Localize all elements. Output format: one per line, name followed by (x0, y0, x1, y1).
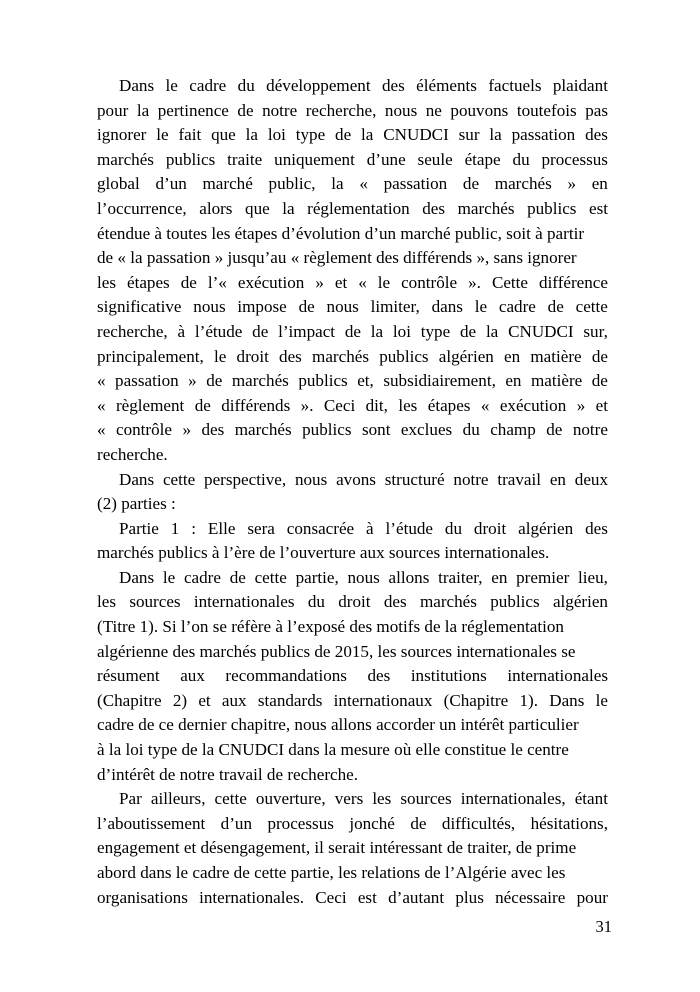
word: exécution (499, 395, 567, 415)
word: nous (294, 469, 328, 489)
text-line (97, 590, 608, 615)
word: Dans (119, 567, 155, 587)
text-line (97, 541, 608, 566)
text-line (97, 246, 608, 271)
word: perspective, (204, 469, 287, 489)
word: impose (237, 297, 287, 317)
word: sources (129, 592, 181, 612)
word: cadre (189, 76, 227, 95)
word: » (315, 272, 324, 292)
word: internationaux (333, 690, 433, 710)
word: partie, (295, 567, 339, 587)
line-text: abord dans le cadre de cette partie, les relations de l’Algérie avec les (97, 863, 566, 882)
word: internationales (193, 592, 295, 612)
text-line (97, 74, 608, 99)
word: « (359, 174, 368, 194)
word: l’« (207, 272, 227, 292)
word: matière (530, 371, 583, 391)
word: marchés (234, 420, 292, 440)
word: à (177, 321, 186, 341)
text-line (97, 271, 608, 296)
word: principalement, (97, 346, 204, 366)
word: les (398, 395, 418, 415)
word: « (480, 395, 490, 415)
word: règlement (115, 395, 185, 415)
word: droit (236, 346, 269, 366)
word: factuels (488, 76, 542, 95)
word: de (591, 371, 608, 391)
text-line (97, 418, 608, 443)
word: jonché (349, 813, 395, 833)
word: cadre (183, 567, 221, 587)
word: 2) (172, 690, 188, 710)
word: marchés (494, 174, 552, 194)
text-line (97, 295, 608, 320)
word: institutions (410, 666, 487, 686)
word: global (97, 174, 140, 194)
word: de (335, 125, 352, 145)
word: type (295, 125, 326, 145)
word: traite (227, 149, 263, 169)
word: Ceci (315, 887, 347, 907)
word: le (595, 690, 608, 710)
word: (Chapitre (443, 690, 509, 710)
word: exécution (237, 272, 305, 292)
word: étant (574, 789, 608, 809)
word: l’impact (278, 321, 336, 341)
word: sont (361, 420, 391, 440)
word: processus (267, 813, 334, 833)
text-line (97, 443, 608, 468)
word: Par (119, 789, 142, 809)
word: consacrée (286, 518, 355, 538)
word: du (462, 420, 480, 440)
page-number: 31 (595, 917, 612, 936)
word: différends (221, 395, 291, 415)
word: » (188, 371, 197, 391)
word: marchés (231, 371, 289, 391)
word: matière (530, 346, 582, 366)
word: le (162, 567, 176, 587)
word: pour (576, 887, 608, 907)
word: résument (97, 666, 160, 686)
word: 1). (519, 690, 538, 710)
text-line (97, 886, 608, 911)
word: (Chapitre (97, 690, 162, 710)
word: cette (254, 567, 287, 587)
word: algérien (518, 518, 574, 538)
word: la (489, 125, 502, 145)
word: vers (334, 789, 364, 809)
text-line (97, 148, 608, 173)
word: l’étude (194, 321, 243, 341)
text-line (97, 738, 608, 763)
word: les (97, 272, 116, 292)
word: CNUDCI (508, 321, 574, 341)
word: les (372, 789, 392, 809)
word: pour (97, 100, 129, 120)
word: en (491, 567, 508, 587)
word: difficultés, (441, 813, 516, 833)
word: internationales, (460, 789, 566, 809)
word: publics (165, 149, 216, 169)
text-line (97, 369, 608, 394)
word: de (237, 100, 254, 120)
line-text: marchés publics à l’ère de l’ouverture aux sources internationales. (97, 543, 550, 563)
word: de (194, 395, 211, 415)
word: la (245, 125, 258, 145)
word: processus (541, 149, 608, 169)
word: et, (357, 371, 374, 391)
word: » (567, 174, 576, 194)
word: des (381, 76, 405, 95)
word: le (474, 297, 488, 317)
word: des (422, 198, 446, 218)
line-text: à la loi type de la CNUDCI dans la mesure où elle constitue le centre (97, 740, 569, 760)
text-line (97, 345, 608, 370)
word: marché (202, 174, 253, 194)
word: structuré (384, 469, 445, 489)
word: les (97, 592, 116, 612)
word: en (504, 346, 521, 366)
word: uniquement (274, 149, 355, 169)
text-line (97, 836, 608, 861)
word: est (357, 887, 377, 907)
text-line (97, 468, 608, 493)
word: sur, (583, 321, 608, 341)
word: aux (180, 666, 205, 686)
word: le (165, 76, 178, 95)
text-line (97, 320, 608, 345)
word: avons (336, 469, 376, 489)
line-text: engagement et désengagement, il serait intéressant de traiter, de prime (97, 838, 577, 858)
text-line (97, 664, 608, 689)
text-line (97, 689, 608, 714)
word: de (344, 321, 361, 341)
word: contrôle (401, 272, 458, 292)
word: publics (379, 346, 429, 366)
text-line (97, 763, 608, 788)
word: deux (574, 469, 608, 489)
word: sera (247, 518, 275, 538)
word: marchés (97, 149, 154, 169)
word: » (576, 395, 586, 415)
word: « (358, 272, 367, 292)
word: éléments (416, 76, 477, 95)
word: de (460, 321, 477, 341)
word: d’autant (388, 887, 445, 907)
word: le (156, 125, 169, 145)
word: la (331, 174, 344, 194)
word: est (589, 198, 608, 218)
word: d’un (220, 813, 253, 833)
word: droit (338, 592, 371, 612)
word: Dans (119, 76, 155, 95)
word: internationales. (199, 887, 305, 907)
word: traiter, (438, 567, 483, 587)
word: cadre (498, 297, 536, 317)
word: d’un (155, 174, 187, 194)
word: de (229, 567, 246, 587)
word: algérien (438, 346, 494, 366)
word: passation (511, 125, 576, 145)
word: nous (193, 297, 226, 317)
word: ouverture, (255, 789, 326, 809)
word: la (485, 321, 499, 341)
text-line (97, 123, 608, 148)
word: en (549, 469, 566, 489)
word: de (591, 346, 608, 366)
word: significative (97, 297, 182, 317)
word: recommandations (225, 666, 347, 686)
word: la (136, 100, 150, 120)
word: marchés (457, 198, 515, 218)
word: standards (257, 690, 323, 710)
word: et (198, 690, 211, 710)
word: loi (267, 125, 286, 145)
word: marchés (312, 346, 369, 366)
word: public, (268, 174, 316, 194)
word: notre (262, 100, 298, 120)
word: « (97, 420, 106, 440)
line-text: étendue à toutes les étapes d’évolution d’un marché public, soit à partir (97, 223, 585, 243)
word: nous (347, 567, 380, 587)
word: l’étude (385, 518, 434, 538)
word: d’une (366, 149, 406, 169)
word: et (334, 272, 348, 292)
word: premier (516, 567, 570, 587)
word: alors (199, 198, 233, 218)
word: de (546, 420, 563, 440)
word: le (377, 272, 391, 292)
word: allons (388, 567, 430, 587)
word: « (97, 371, 106, 391)
line-text: recherche. (97, 444, 168, 464)
word: hésitations, (530, 813, 608, 833)
word: Cette (491, 272, 529, 292)
word: l’aboutissement (97, 813, 206, 833)
line-text: (Titre 1). Si l’on se réfère à l’exposé des motifs de la réglementation (97, 617, 564, 637)
word: de (252, 321, 269, 341)
word: recherche, (97, 321, 168, 341)
word: des (383, 592, 407, 612)
word: Dans (119, 469, 155, 489)
word: de (180, 272, 197, 292)
word: et (595, 395, 608, 415)
word: passation (383, 174, 448, 194)
word: la (361, 125, 374, 145)
line-text: (2) parties : (97, 494, 176, 514)
word: toutefois (516, 100, 577, 120)
line-text: de « la passation » jusqu’au « règlement des différends », sans ignorer (97, 248, 577, 268)
word: ». (468, 272, 481, 292)
text-line (97, 713, 608, 738)
word: dans (431, 297, 463, 317)
word: que (211, 125, 236, 145)
word: la (282, 198, 295, 218)
word: internationales (507, 666, 608, 686)
text-line (97, 172, 608, 197)
word: de (410, 813, 427, 833)
word: des (585, 518, 608, 538)
word: du (237, 76, 255, 95)
word: du (307, 592, 325, 612)
word: subsidiairement, (383, 371, 496, 391)
word: ailleurs, (150, 789, 206, 809)
word: « (97, 395, 106, 415)
text-line (97, 99, 608, 124)
text-line (97, 615, 608, 640)
word: dit, (365, 395, 388, 415)
word: cette (214, 789, 247, 809)
word: contrôle (116, 420, 173, 440)
word: recherche, (305, 100, 377, 120)
word: loi (392, 321, 411, 341)
word: de (298, 297, 315, 317)
word: des (585, 125, 608, 145)
word: ne (425, 100, 442, 120)
line-text: d’intérêt de notre travail de recherche. (97, 764, 359, 784)
word: l’occurrence, (97, 198, 187, 218)
body-text (97, 74, 608, 910)
word: sur (458, 125, 480, 145)
word: Ceci (323, 395, 356, 415)
word: publics (298, 371, 348, 391)
word: nous (384, 100, 418, 120)
word: cette (575, 297, 608, 317)
line-text: algérienne des marchés publics de 2015, les sources internationales se (97, 641, 576, 661)
word: aux (221, 690, 247, 710)
word: pertinence (157, 100, 229, 120)
word: droit (473, 518, 507, 538)
word: ». (300, 395, 314, 415)
word: Dans (549, 690, 585, 710)
word: notre (572, 420, 608, 440)
word: en (505, 371, 522, 391)
word: 1 (170, 518, 180, 538)
word: » (182, 420, 192, 440)
word: ignorer (97, 125, 147, 145)
word: pouvons (450, 100, 509, 120)
word: des (201, 420, 225, 440)
word: organisations (97, 887, 188, 907)
word: nécessaire (495, 887, 566, 907)
word: seule (417, 149, 453, 169)
word: à (366, 518, 374, 538)
word: travail (497, 469, 541, 489)
text-line (97, 517, 608, 542)
word: CNUDCI (383, 125, 449, 145)
word: : (191, 518, 196, 538)
word: pas (585, 100, 608, 120)
word: du (444, 518, 463, 538)
word: publics (490, 592, 540, 612)
word: Partie (119, 518, 159, 538)
word: algérien (552, 592, 608, 612)
text-line (97, 787, 608, 812)
word: réglementation (307, 198, 410, 218)
word: du (512, 149, 530, 169)
word: champ (490, 420, 536, 440)
word: plaidant (552, 76, 608, 95)
word: passation (115, 371, 179, 391)
word: étapes (427, 395, 471, 415)
word: cette (162, 469, 196, 489)
word: marchés (419, 592, 477, 612)
word: de (547, 297, 564, 317)
text-line (97, 861, 608, 886)
word: des (367, 666, 391, 686)
word: type (420, 321, 451, 341)
text-line (97, 492, 608, 517)
word: la (370, 321, 384, 341)
word: lieu, (578, 567, 608, 587)
word: nous (326, 297, 359, 317)
word: limiter, (370, 297, 420, 317)
word: sources (400, 789, 452, 809)
word: notre (453, 469, 489, 489)
line-text: cadre de ce dernier chapitre, nous allons accorder un intérêt particulier (97, 715, 579, 735)
word: étapes (127, 272, 170, 292)
word: fait (178, 125, 202, 145)
word: développement (266, 76, 371, 95)
word: de (462, 174, 480, 194)
text-line (97, 222, 608, 247)
word: des (279, 346, 302, 366)
word: étape (464, 149, 501, 169)
word: le (214, 346, 227, 366)
word: Elle (207, 518, 236, 538)
word: exclues (400, 420, 453, 440)
word: plus (455, 887, 484, 907)
word: publics (527, 198, 577, 218)
word: publics (302, 420, 352, 440)
word: différence (539, 272, 608, 292)
text-line (97, 566, 608, 591)
word: en (591, 174, 608, 194)
text-line (97, 197, 608, 222)
text-line (97, 640, 608, 665)
word: de (206, 371, 223, 391)
text-line (97, 394, 608, 419)
text-line (97, 812, 608, 837)
word: que (245, 198, 270, 218)
